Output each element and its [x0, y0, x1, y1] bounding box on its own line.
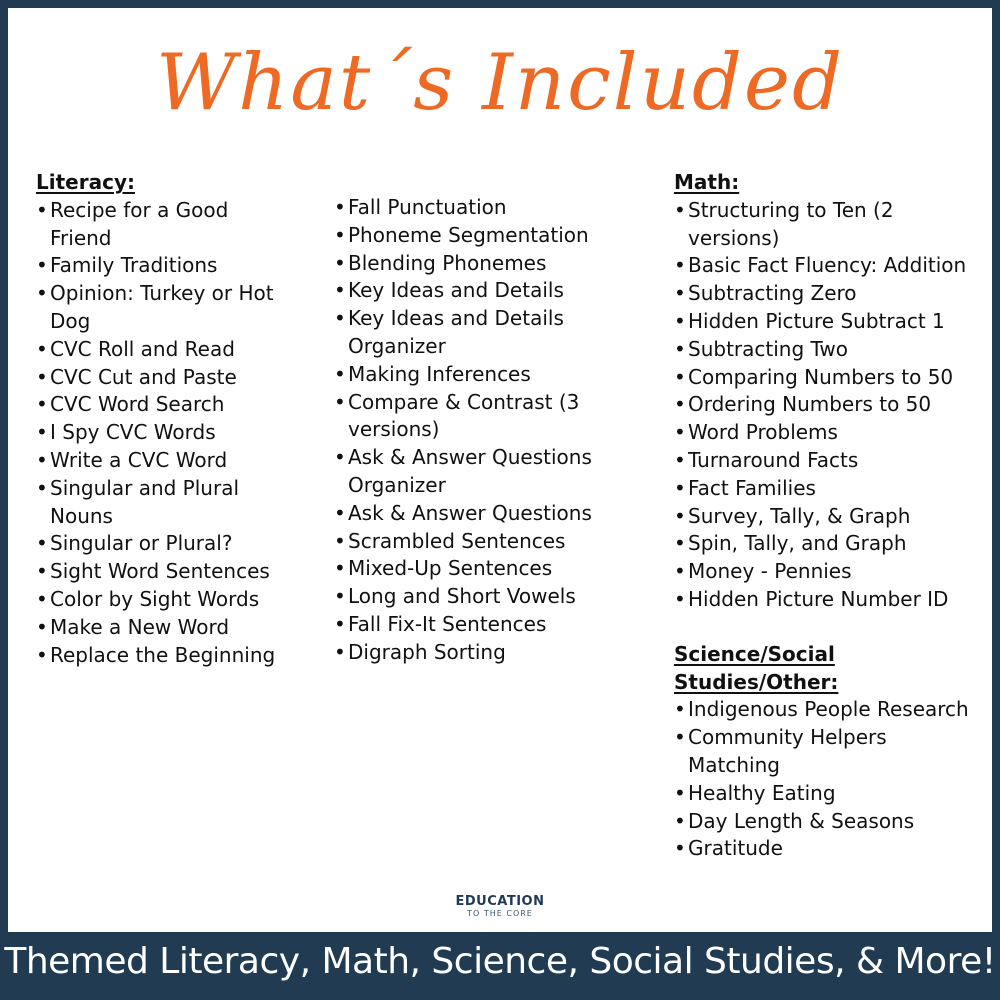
science-heading: Science/Social Studies/Other: [674, 641, 839, 694]
list-item: • CVC Word Search [36, 391, 296, 419]
list-item: • Key Ideas and Details Organizer [334, 305, 604, 361]
list-item: • Word Problems [674, 419, 974, 447]
list-item: • I Spy CVC Words [36, 419, 296, 447]
list-item: • Key Ideas and Details [334, 277, 604, 305]
list-item: • Mixed-Up Sentences [334, 555, 604, 583]
list-item: • Scrambled Sentences [334, 528, 604, 556]
list-item: • Subtracting Two [674, 336, 974, 364]
list-item: • Money - Pennies [674, 558, 974, 586]
list-item: • Digraph Sorting [334, 639, 604, 667]
list-item: • Subtracting Zero [674, 280, 974, 308]
math-list [674, 197, 974, 614]
literacy-continued-column [334, 194, 604, 667]
literacy-continued-list [334, 194, 604, 667]
list-item: • Singular and Plural Nouns [36, 475, 296, 531]
list-item: • Ask & Answer Questions [334, 500, 604, 528]
math-heading: Math: [674, 170, 740, 194]
brand-logo [430, 895, 570, 918]
list-item: • Hidden Picture Number ID [674, 586, 974, 614]
list-item: • Color by Sight Words [36, 586, 296, 614]
literacy-heading: Literacy: [36, 170, 135, 194]
list-item: • Replace the Beginning [36, 642, 296, 670]
list-item: • Basic Fact Fluency: Addition [674, 252, 974, 280]
logo-sub-text: TO THE CORE [467, 909, 533, 918]
list-item: • Healthy Eating [674, 780, 974, 808]
page-title: What´s Included [155, 38, 844, 128]
list-item: • Day Length & Seasons [674, 808, 974, 836]
list-item: • Comparing Numbers to 50 [674, 364, 974, 392]
list-item: • Indigenous People Research [674, 696, 974, 724]
list-item: • CVC Roll and Read [36, 336, 296, 364]
list-item: • Sight Word Sentences [36, 558, 296, 586]
list-item: • Gratitude [674, 835, 974, 863]
list-item: • Singular or Plural? [36, 530, 296, 558]
list-item: • Structuring to Ten (2 versions) [674, 197, 974, 253]
list-item: • Compare & Contrast (3 versions) [334, 389, 604, 445]
list-item: • Making Inferences [334, 361, 604, 389]
list-item: • CVC Cut and Paste [36, 364, 296, 392]
list-item: • Fall Punctuation [334, 194, 604, 222]
list-item: • Family Traditions [36, 252, 296, 280]
list-item: • Phoneme Segmentation [334, 222, 604, 250]
list-item: • Fall Fix-It Sentences [334, 611, 604, 639]
list-item: • Ask & Answer Questions Organizer [334, 444, 604, 500]
math-column [674, 169, 974, 863]
bottom-banner: Themed Literacy, Math, Science, Social Studies, & More! [4, 941, 996, 982]
literacy-list [36, 197, 296, 670]
list-item: • Write a CVC Word [36, 447, 296, 475]
science-list [674, 696, 974, 863]
list-item: • Recipe for a Good Friend [36, 197, 296, 253]
logo-main-text: EDUCATION [455, 894, 545, 909]
literacy-column [36, 169, 296, 669]
list-item: • Hidden Picture Subtract 1 [674, 308, 974, 336]
list-item: • Long and Short Vowels [334, 583, 604, 611]
list-item: • Spin, Tally, and Graph [674, 530, 974, 558]
list-item: • Blending Phonemes [334, 250, 604, 278]
list-item: • Fact Families [674, 475, 974, 503]
list-item: • Turnaround Facts [674, 447, 974, 475]
list-item: • Opinion: Turkey or Hot Dog [36, 280, 296, 336]
list-item: • Survey, Tally, & Graph [674, 503, 974, 531]
list-item: • Community Helpers Matching [674, 724, 974, 780]
list-item: • Make a New Word [36, 614, 296, 642]
list-item: • Ordering Numbers to 50 [674, 391, 974, 419]
